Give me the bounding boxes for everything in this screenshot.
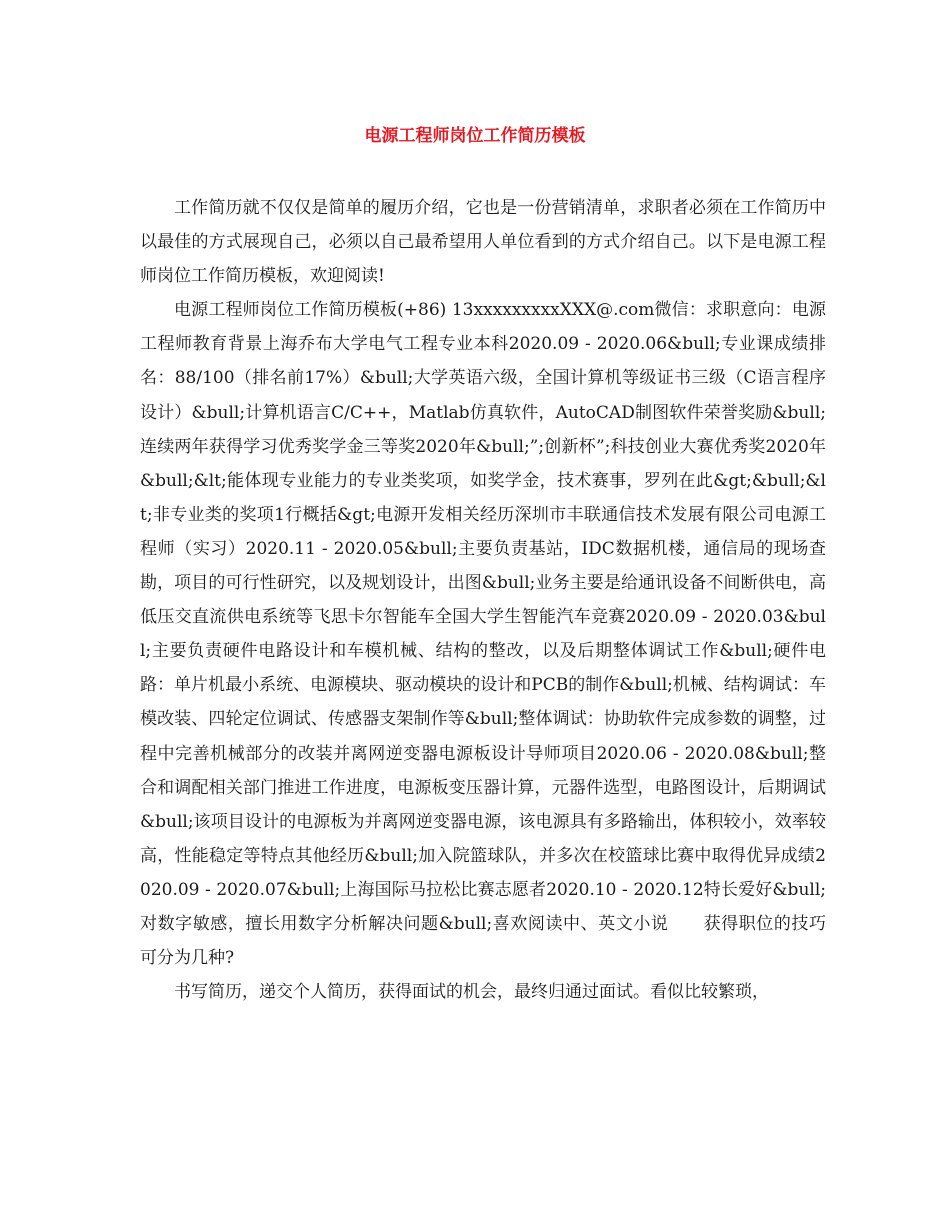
paragraph-resume-content: 电源工程师岗位工作简历模板(+86) 13xxxxxxxxxXXX@.com微信：求职意向：电源工程师教育背景上海乔布大学电气工程专业本科2020.09 - 2020.06&bull;专业课成绩排名：88/100（排名前17%）&bull;大学英语六级，全国计算机等级证书三级（C语言程序设计）&bull;计算机语言C/C++，Matlab仿真软件，AutoCAD制图软件荣誉奖励&bull;连续两年获得学习优秀奖学金三等奖2020年&bull;”;创新杯”;科技创业大赛优秀奖2020年&bull;&lt;能体现专业能力的专业类奖项，如奖学金，技术赛事，罗列在此&gt;&bull;&lt;非专业类的奖项1行概括&gt;电源开发相关经历深圳市丰联通信技术发展有限公司电源工程师（实习）2020.11 - 2020.05&bull;主要负责基站，IDC数据机楼，通信局的现场查勘，项目的可行性研究，以及规划设计，出图&bull;业务主要是给通讯设备不间断供电，高低压交直流供电系统等飞思卡尔智能车全国大学生智能汽车竞赛2020.09 - 2020.03&bull;主要负责硬件电路设计和车模机械、结构的整改，以及后期整体调试工作&bull;硬件电路：单片机最小系统、电源模块、驱动模块的设计和PCB的制作&bull;机械、结构调试：车模改装、四轮定位调试、传感器支架制作等&bull;整体调试：协助软件完成参数的调整，过程中完善机械部分的改装并离网逆变器电源板设计导师项目2020.06 - 2020.08&bull;整合和调配相关部门推进工作进度，电源板变压器计算，元器件选型，电路图设计，后期调试&bull;该项目设计的电源板为并离网逆变器电源，该电源具有多路输出，体积较小，效率较高，性能稳定等特点其他经历&bull;加入院篮球队，并多次在校篮球比赛中取得优异成绩2020.09 - 2020.07&bull;上海国际马拉松比赛志愿者2020.10 - 2020.12特长爱好&bull;对数字敏感，擅长用数字分析解决问题&bull;喜欢阅读中、英文小说 获得职位的技巧 可分为几种? bbox=[140, 300, 826, 969]
paragraph-intro: 工作简历就不仅仅是简单的履历介绍，它也是一份营销清单，求职者必须在工作简历中以最佳的方式展现自己，必须以自己最希望用人单位看到的方式介绍自己。以下是电源工程师岗位工作简历模板，欢迎阅读! bbox=[140, 198, 826, 287]
document-title: 电源工程师岗位工作简历模板 bbox=[364, 126, 586, 146]
paragraph-continuation: 书写简历，递交个人简历，获得面试的机会，最终归通过面试。看似比较繁琐， bbox=[174, 982, 769, 1003]
document-body bbox=[140, 191, 826, 1009]
